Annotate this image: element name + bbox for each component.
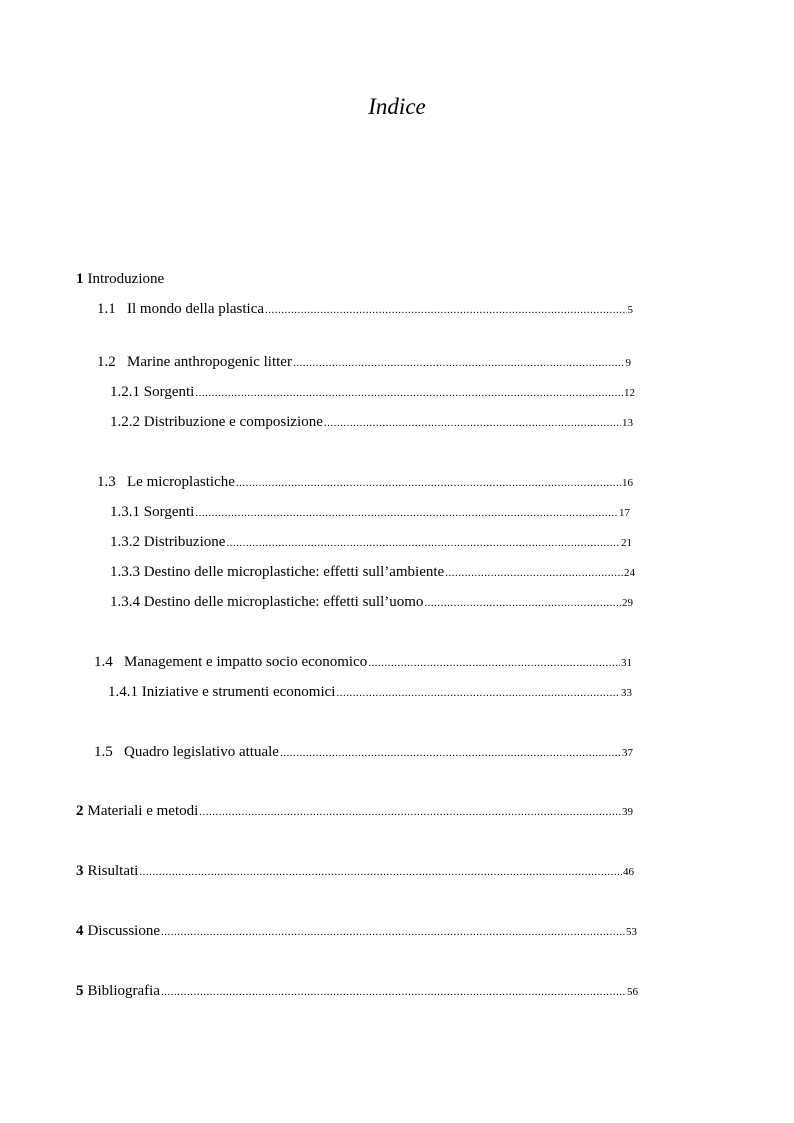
toc-chapter-2[interactable] [76,802,633,821]
leader-dots [265,301,626,319]
toc-entry-label: 1.1 Il mondo della plastica [97,301,265,317]
chapter-label: Risultati [87,863,139,879]
toc-page-number: 12 [624,387,635,399]
toc-entry-1-3-2[interactable] [110,533,632,552]
leader-dots [161,923,625,941]
leader-dots [368,654,620,672]
chapter-label: Bibliografia [87,983,160,999]
toc-entry-label: 1.3.2 Distribuzione [110,534,226,550]
chapter-label: Introduzione [87,271,165,287]
chapter-number: 2 [76,803,84,819]
chapter-number: 5 [76,983,84,999]
toc-entry-1-2[interactable] [97,353,631,372]
toc-chapter-3[interactable] [76,862,634,881]
toc-entry-label: 1.4.1 Iniziative e strumenti economici [108,684,336,700]
toc-chapter-1[interactable] [76,270,164,288]
toc-entry-1-4-1[interactable] [108,683,632,702]
toc-entry-label: 1.2.1 Sorgenti [110,384,195,400]
toc-entry-1-3[interactable] [97,473,633,492]
leader-dots [280,744,621,762]
toc-page-number: 13 [622,417,633,429]
leader-dots [139,863,622,881]
toc-page-number: 39 [622,806,633,818]
leader-dots [336,684,620,702]
toc-page-number: 46 [623,866,634,878]
toc-entry-1-3-1[interactable] [110,503,630,522]
toc-chapter-5[interactable] [76,982,638,1001]
toc-entry-label: 1.5 Quadro legislativo attuale [94,744,279,760]
leader-dots [161,983,626,1001]
toc-entry-label: 1.3 Le microplastiche [97,474,235,490]
chapter-label: Discussione [87,923,160,939]
toc-entry-1-1[interactable] [97,300,633,319]
leader-dots [424,594,621,612]
toc-page-number: 56 [627,986,638,998]
leader-dots [445,564,623,582]
toc-page-number: 31 [621,657,632,669]
leader-dots [195,504,618,522]
toc-page-number: 9 [625,357,631,369]
leader-dots [226,534,620,552]
toc-page-number: 53 [626,926,637,938]
toc-page-number: 21 [621,537,632,549]
toc-entry-1-2-1[interactable] [110,383,635,402]
leader-dots [236,474,621,492]
toc-chapter-4[interactable] [76,922,637,941]
toc-entry-label: 1.3.3 Destino delle microplastiche: effetti sull’ambiente [110,564,445,580]
toc-entry-1-3-4[interactable] [110,593,633,612]
toc-entry-1-3-3[interactable] [110,563,635,582]
toc-entry-1-4[interactable] [94,653,632,672]
chapter-label: Materiali e metodi [87,803,199,819]
toc-page-number: 16 [622,477,633,489]
toc-page-number: 17 [619,507,630,519]
toc-entry-label: 1.4 Management e impatto socio economico [94,654,368,670]
leader-dots [199,803,621,821]
leader-dots [195,384,623,402]
leader-dots [293,354,625,372]
chapter-number: 1 [76,271,84,287]
chapter-number: 3 [76,863,84,879]
toc-page-number: 33 [621,687,632,699]
toc-entry-1-5[interactable] [94,743,633,762]
toc-entry-label: 1.3.1 Sorgenti [110,504,195,520]
chapter-number: 4 [76,923,84,939]
page-title: Indice [368,94,426,119]
toc-page-number: 37 [622,747,633,759]
toc-page-number: 24 [624,567,635,579]
toc-entry-1-2-2[interactable] [110,413,633,432]
toc-entry-label: 1.2 Marine anthropogenic litter [97,354,292,370]
leader-dots [324,414,621,432]
toc-entry-label: 1.3.4 Destino delle microplastiche: effetti sull’uomo [110,594,424,610]
toc-entry-label: 1.2.2 Distribuzione e composizione [110,414,323,430]
toc-page-number: 29 [622,597,633,609]
toc-page-number: 5 [627,304,633,316]
